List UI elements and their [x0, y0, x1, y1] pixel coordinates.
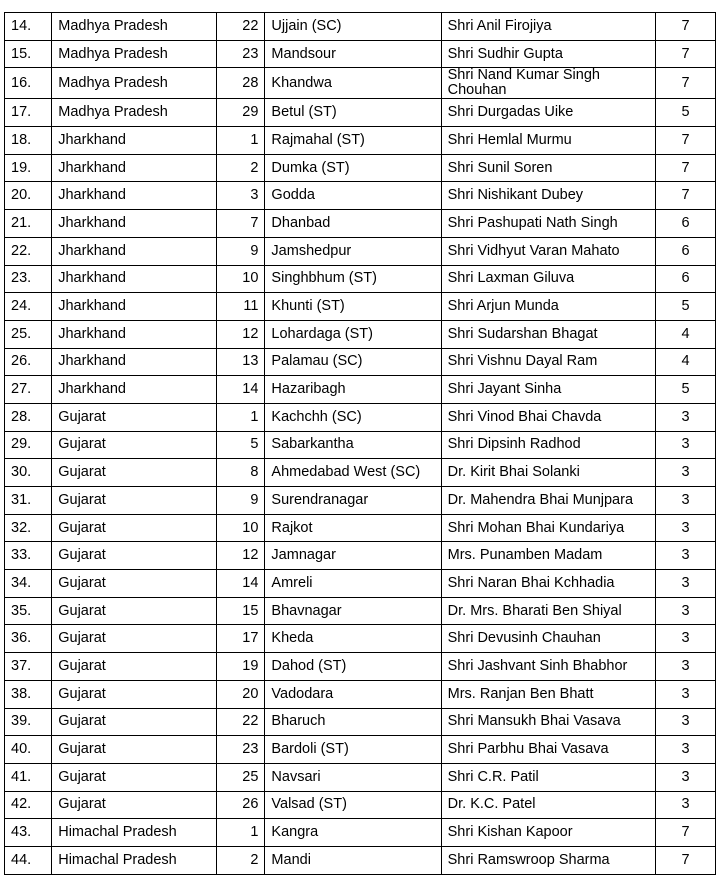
table-row	[5, 210, 716, 238]
member-name-cell: Shri Sudarshan Bhagat	[441, 320, 655, 348]
member-name-cell: Shri Vidhyut Varan Mahato	[441, 237, 655, 265]
member-name-cell: Shri Sunil Soren	[441, 154, 655, 182]
member-name-cell: Shri Parbhu Bhai Vasava	[441, 736, 655, 764]
constituency-cell: Lohardaga (ST)	[265, 320, 441, 348]
constituency-cell: Dumka (ST)	[265, 154, 441, 182]
table-row	[5, 736, 716, 764]
value-cell: 3	[656, 680, 716, 708]
constituency-cell: Bharuch	[265, 708, 441, 736]
value-cell: 5	[656, 376, 716, 404]
member-name-cell: Shri Anil Firojiya	[441, 13, 655, 41]
state-cell: Gujarat	[52, 570, 217, 598]
constituency-number-cell: 2	[217, 846, 265, 874]
serial-number-cell: 32.	[5, 514, 52, 542]
table-row	[5, 570, 716, 598]
value-cell: 7	[656, 154, 716, 182]
constituency-number-cell: 1	[217, 403, 265, 431]
state-cell: Jharkhand	[52, 293, 217, 321]
serial-number-cell: 40.	[5, 736, 52, 764]
state-cell: Jharkhand	[52, 182, 217, 210]
state-cell: Jharkhand	[52, 237, 217, 265]
constituency-cell: Khandwa	[265, 68, 441, 99]
member-name-cell: Shri Arjun Munda	[441, 293, 655, 321]
member-name-cell: Mrs. Ranjan Ben Bhatt	[441, 680, 655, 708]
constituency-cell: Singhbhum (ST)	[265, 265, 441, 293]
state-cell: Gujarat	[52, 625, 217, 653]
constituency-cell: Kheda	[265, 625, 441, 653]
value-cell: 7	[656, 819, 716, 847]
constituency-number-cell: 17	[217, 625, 265, 653]
value-cell: 3	[656, 597, 716, 625]
serial-number-cell: 30.	[5, 459, 52, 487]
member-name-cell: Shri Sudhir Gupta	[441, 40, 655, 68]
value-cell: 3	[656, 459, 716, 487]
member-name-cell: Shri Laxman Giluva	[441, 265, 655, 293]
table-row	[5, 403, 716, 431]
member-name-cell: Dr. Mahendra Bhai Munjpara	[441, 487, 655, 515]
table-body	[5, 13, 716, 875]
state-cell: Madhya Pradesh	[52, 99, 217, 127]
value-cell: 7	[656, 127, 716, 155]
constituency-number-cell: 28	[217, 68, 265, 99]
constituency-cell: Betul (ST)	[265, 99, 441, 127]
table-row	[5, 680, 716, 708]
member-name-cell: Shri Durgadas Uike	[441, 99, 655, 127]
member-name-cell: Shri Hemlal Murmu	[441, 127, 655, 155]
constituency-cell: Ujjain (SC)	[265, 13, 441, 41]
serial-number-cell: 14.	[5, 13, 52, 41]
member-name-cell: Shri Pashupati Nath Singh	[441, 210, 655, 238]
serial-number-cell: 37.	[5, 653, 52, 681]
value-cell: 3	[656, 763, 716, 791]
state-cell: Gujarat	[52, 680, 217, 708]
value-cell: 3	[656, 542, 716, 570]
value-cell: 3	[656, 403, 716, 431]
state-cell: Himachal Pradesh	[52, 846, 217, 874]
constituency-number-cell: 20	[217, 680, 265, 708]
table-row	[5, 597, 716, 625]
serial-number-cell: 15.	[5, 40, 52, 68]
state-cell: Jharkhand	[52, 210, 217, 238]
state-cell: Gujarat	[52, 708, 217, 736]
member-name-cell: Shri Jashvant Sinh Bhabhor	[441, 653, 655, 681]
state-cell: Gujarat	[52, 403, 217, 431]
state-cell: Jharkhand	[52, 127, 217, 155]
table-row	[5, 846, 716, 874]
constituency-cell: Dahod (ST)	[265, 653, 441, 681]
value-cell: 7	[656, 846, 716, 874]
constituency-number-cell: 23	[217, 40, 265, 68]
constituency-cell: Khunti (ST)	[265, 293, 441, 321]
serial-number-cell: 17.	[5, 99, 52, 127]
constituency-number-cell: 12	[217, 542, 265, 570]
table-row	[5, 320, 716, 348]
value-cell: 3	[656, 791, 716, 819]
table-row	[5, 40, 716, 68]
table-row	[5, 791, 716, 819]
serial-number-cell: 44.	[5, 846, 52, 874]
table-row	[5, 99, 716, 127]
constituency-cell: Hazaribagh	[265, 376, 441, 404]
value-cell: 7	[656, 68, 716, 99]
value-cell: 3	[656, 570, 716, 598]
serial-number-cell: 34.	[5, 570, 52, 598]
constituency-number-cell: 14	[217, 376, 265, 404]
constituency-number-cell: 2	[217, 154, 265, 182]
constituency-number-cell: 1	[217, 127, 265, 155]
value-cell: 3	[656, 625, 716, 653]
member-name-cell: Shri Vinod Bhai Chavda	[441, 403, 655, 431]
constituency-number-cell: 23	[217, 736, 265, 764]
table-row	[5, 293, 716, 321]
value-cell: 3	[656, 431, 716, 459]
serial-number-cell: 31.	[5, 487, 52, 515]
constituency-cell: Godda	[265, 182, 441, 210]
constituency-cell: Sabarkantha	[265, 431, 441, 459]
state-cell: Gujarat	[52, 763, 217, 791]
serial-number-cell: 20.	[5, 182, 52, 210]
member-name-cell: Shri Nishikant Dubey	[441, 182, 655, 210]
serial-number-cell: 27.	[5, 376, 52, 404]
serial-number-cell: 41.	[5, 763, 52, 791]
table-row	[5, 348, 716, 376]
serial-number-cell: 25.	[5, 320, 52, 348]
constituency-cell: Rajmahal (ST)	[265, 127, 441, 155]
constituency-cell: Kachchh (SC)	[265, 403, 441, 431]
table-row	[5, 376, 716, 404]
serial-number-cell: 35.	[5, 597, 52, 625]
value-cell: 3	[656, 514, 716, 542]
serial-number-cell: 42.	[5, 791, 52, 819]
value-cell: 6	[656, 265, 716, 293]
value-cell: 7	[656, 182, 716, 210]
serial-number-cell: 26.	[5, 348, 52, 376]
value-cell: 4	[656, 320, 716, 348]
value-cell: 3	[656, 487, 716, 515]
member-name-cell: Shri Ramswroop Sharma	[441, 846, 655, 874]
members-table	[4, 12, 716, 875]
state-cell: Gujarat	[52, 542, 217, 570]
state-cell: Gujarat	[52, 791, 217, 819]
value-cell: 6	[656, 210, 716, 238]
value-cell: 5	[656, 293, 716, 321]
constituency-number-cell: 29	[217, 99, 265, 127]
member-name-cell: Shri Mohan Bhai Kundariya	[441, 514, 655, 542]
table-row	[5, 13, 716, 41]
constituency-cell: Valsad (ST)	[265, 791, 441, 819]
member-name-cell: Shri Nand Kumar Singh Chouhan	[441, 68, 655, 99]
state-cell: Jharkhand	[52, 154, 217, 182]
member-name-cell: Shri Mansukh Bhai Vasava	[441, 708, 655, 736]
value-cell: 3	[656, 708, 716, 736]
constituency-number-cell: 8	[217, 459, 265, 487]
constituency-cell: Bardoli (ST)	[265, 736, 441, 764]
constituency-cell: Jamshedpur	[265, 237, 441, 265]
table-row	[5, 487, 716, 515]
constituency-number-cell: 9	[217, 237, 265, 265]
member-name-cell: Dr. K.C. Patel	[441, 791, 655, 819]
state-cell: Gujarat	[52, 431, 217, 459]
state-cell: Jharkhand	[52, 265, 217, 293]
serial-number-cell: 21.	[5, 210, 52, 238]
state-cell: Gujarat	[52, 736, 217, 764]
member-name-cell: Shri Naran Bhai Kchhadia	[441, 570, 655, 598]
constituency-cell: Mandsour	[265, 40, 441, 68]
constituency-cell: Vadodara	[265, 680, 441, 708]
serial-number-cell: 19.	[5, 154, 52, 182]
constituency-cell: Rajkot	[265, 514, 441, 542]
serial-number-cell: 22.	[5, 237, 52, 265]
serial-number-cell: 39.	[5, 708, 52, 736]
state-cell: Jharkhand	[52, 376, 217, 404]
constituency-number-cell: 5	[217, 431, 265, 459]
serial-number-cell: 33.	[5, 542, 52, 570]
value-cell: 3	[656, 736, 716, 764]
member-name-cell: Shri Dipsinh Radhod	[441, 431, 655, 459]
constituency-number-cell: 15	[217, 597, 265, 625]
state-cell: Madhya Pradesh	[52, 13, 217, 41]
table-row	[5, 542, 716, 570]
table-row	[5, 625, 716, 653]
table-row	[5, 763, 716, 791]
state-cell: Gujarat	[52, 597, 217, 625]
constituency-number-cell: 7	[217, 210, 265, 238]
constituency-number-cell: 25	[217, 763, 265, 791]
constituency-cell: Mandi	[265, 846, 441, 874]
constituency-cell: Palamau (SC)	[265, 348, 441, 376]
constituency-cell: Dhanbad	[265, 210, 441, 238]
value-cell: 3	[656, 653, 716, 681]
value-cell: 4	[656, 348, 716, 376]
constituency-number-cell: 12	[217, 320, 265, 348]
constituency-cell: Ahmedabad West (SC)	[265, 459, 441, 487]
state-cell: Jharkhand	[52, 320, 217, 348]
constituency-number-cell: 19	[217, 653, 265, 681]
constituency-number-cell: 26	[217, 791, 265, 819]
serial-number-cell: 36.	[5, 625, 52, 653]
member-name-cell: Dr. Mrs. Bharati Ben Shiyal	[441, 597, 655, 625]
constituency-number-cell: 10	[217, 514, 265, 542]
table-row	[5, 708, 716, 736]
serial-number-cell: 29.	[5, 431, 52, 459]
state-cell: Madhya Pradesh	[52, 40, 217, 68]
state-cell: Gujarat	[52, 459, 217, 487]
table-row	[5, 514, 716, 542]
table-row	[5, 127, 716, 155]
table-row	[5, 265, 716, 293]
table-row	[5, 68, 716, 99]
member-name-cell: Shri Vishnu Dayal Ram	[441, 348, 655, 376]
value-cell: 7	[656, 13, 716, 41]
serial-number-cell: 16.	[5, 68, 52, 99]
table-row	[5, 182, 716, 210]
serial-number-cell: 24.	[5, 293, 52, 321]
state-cell: Madhya Pradesh	[52, 68, 217, 99]
constituency-cell: Jamnagar	[265, 542, 441, 570]
constituency-cell: Kangra	[265, 819, 441, 847]
state-cell: Himachal Pradesh	[52, 819, 217, 847]
member-name-cell: Mrs. Punamben Madam	[441, 542, 655, 570]
constituency-cell: Amreli	[265, 570, 441, 598]
table-row	[5, 431, 716, 459]
state-cell: Gujarat	[52, 487, 217, 515]
value-cell: 5	[656, 99, 716, 127]
constituency-number-cell: 10	[217, 265, 265, 293]
serial-number-cell: 38.	[5, 680, 52, 708]
value-cell: 6	[656, 237, 716, 265]
state-cell: Jharkhand	[52, 348, 217, 376]
constituency-number-cell: 13	[217, 348, 265, 376]
constituency-number-cell: 22	[217, 13, 265, 41]
member-name-cell: Shri Kishan Kapoor	[441, 819, 655, 847]
table-row	[5, 459, 716, 487]
constituency-cell: Bhavnagar	[265, 597, 441, 625]
state-cell: Gujarat	[52, 653, 217, 681]
member-name-cell: Shri Devusinh Chauhan	[441, 625, 655, 653]
constituency-cell: Surendranagar	[265, 487, 441, 515]
member-name-cell: Shri Jayant Sinha	[441, 376, 655, 404]
serial-number-cell: 43.	[5, 819, 52, 847]
constituency-number-cell: 1	[217, 819, 265, 847]
constituency-number-cell: 14	[217, 570, 265, 598]
table-row	[5, 237, 716, 265]
constituency-cell: Navsari	[265, 763, 441, 791]
constituency-number-cell: 22	[217, 708, 265, 736]
table-row	[5, 819, 716, 847]
table-row	[5, 653, 716, 681]
serial-number-cell: 23.	[5, 265, 52, 293]
serial-number-cell: 18.	[5, 127, 52, 155]
constituency-number-cell: 9	[217, 487, 265, 515]
serial-number-cell: 28.	[5, 403, 52, 431]
constituency-number-cell: 3	[217, 182, 265, 210]
state-cell: Gujarat	[52, 514, 217, 542]
constituency-number-cell: 11	[217, 293, 265, 321]
table-row	[5, 154, 716, 182]
member-name-cell: Shri C.R. Patil	[441, 763, 655, 791]
value-cell: 7	[656, 40, 716, 68]
member-name-cell: Dr. Kirit Bhai Solanki	[441, 459, 655, 487]
